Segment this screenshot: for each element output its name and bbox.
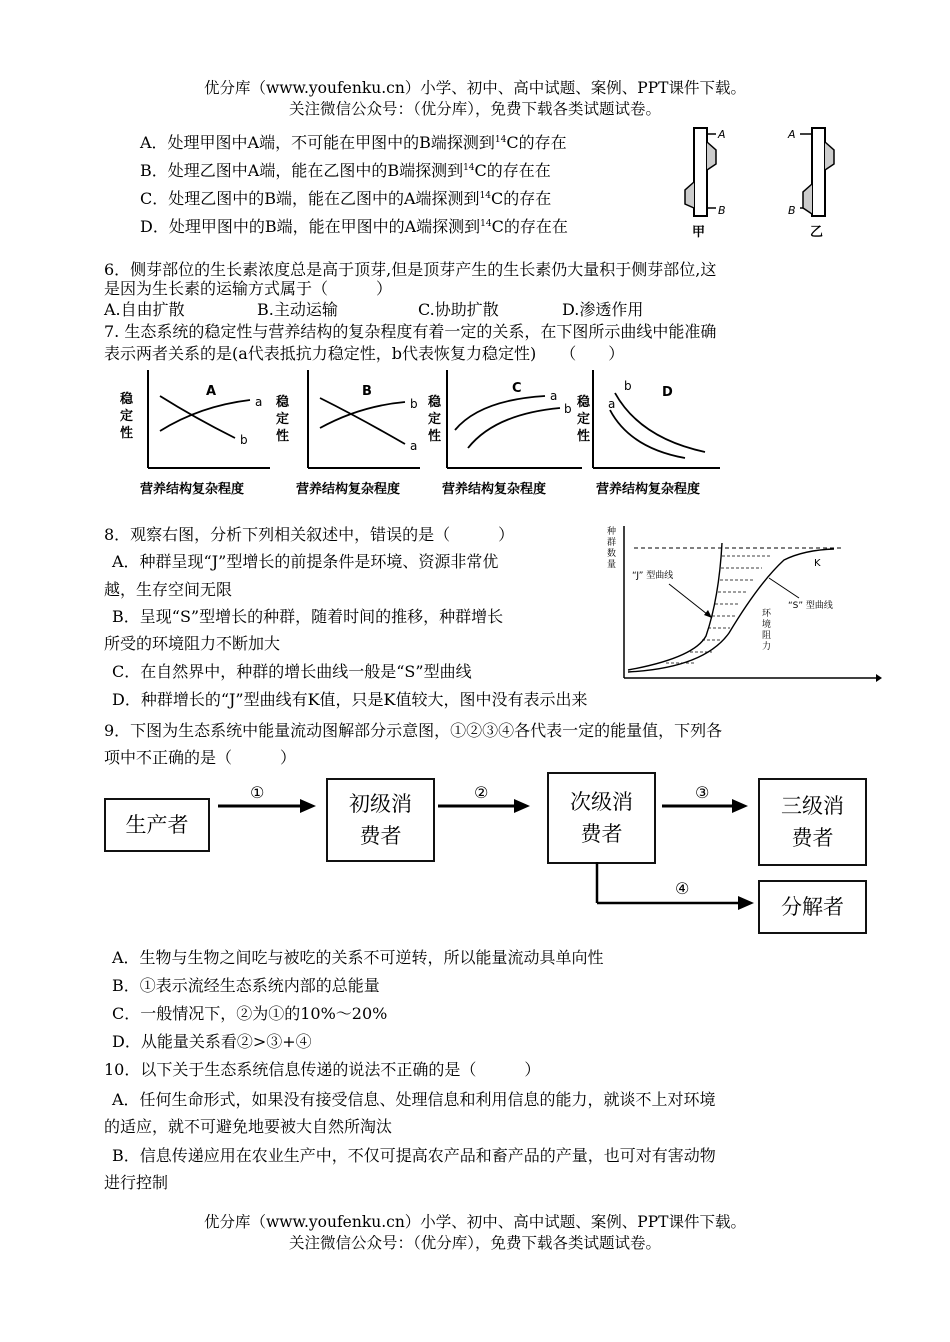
svg-text:a: a: [608, 397, 616, 411]
arrow-2-label: ②: [474, 783, 489, 802]
svg-text:B: B: [362, 384, 372, 399]
svg-text:a: a: [255, 395, 263, 409]
graph-a: [119, 370, 270, 497]
graph-d: [576, 370, 720, 497]
stem-jia: [694, 128, 707, 216]
q8-option-c: C．在自然界中，种群的增长曲线一般是“S”型曲线: [112, 662, 472, 681]
svg-text:性: 性: [120, 426, 134, 441]
q9-option-c: C．一般情况下，②为①的10%～20%: [112, 1004, 388, 1023]
q9-arrows: [0, 770, 950, 940]
j-curve-label: “J” 型曲线: [632, 571, 674, 581]
svg-text:营养结构复杂程度: 营养结构复杂程度: [140, 482, 245, 497]
q8-option-b-2: 所受的环境阻力不断加大: [104, 634, 281, 653]
primary-consumer-box: 初级消 费者: [326, 778, 435, 862]
q10-option-b-1: B．信息传递应用在农业生产中，不仅可提高农产品和畜产品的产量，也可对有害动物: [112, 1146, 716, 1165]
graph-a-curve-b: [160, 396, 235, 438]
leaf-yi-bottom: [803, 184, 812, 214]
svg-text:性: 性: [428, 429, 442, 444]
q6-option-b: B.主动运输: [257, 300, 338, 319]
q5-option-b: B．处理乙图中A端，能在乙图中的B端探测到$^{14}$C的存在在: [140, 161, 551, 180]
k-label: K: [814, 558, 821, 569]
leaf-yi-top: [825, 142, 834, 170]
q6-option-d: D.渗透作用: [562, 300, 644, 319]
q7-stem-2: 表示两者关系的是(a代表抵抗力稳定性，b代表恢复力稳定性) （ ）: [104, 344, 625, 363]
stem-yi-label: 乙: [810, 225, 824, 240]
q6-option-c: C.协助扩散: [418, 300, 499, 319]
svg-text:C: C: [512, 381, 522, 396]
svg-text:稳: 稳: [120, 392, 134, 407]
svg-text:稳: 稳: [276, 395, 290, 410]
svg-text:定: 定: [577, 412, 591, 427]
q5-option-c: C．处理乙图中的B端，能在乙图中的A端探测到$^{14}$C的存在: [140, 189, 552, 208]
q8-stem: 8．观察右图，分析下列相关叙述中，错误的是（ ）: [104, 525, 515, 544]
stem-yi: [812, 128, 825, 216]
svg-text:稳: 稳: [577, 395, 591, 410]
svg-text:群: 群: [607, 538, 617, 548]
arrow-4-label: ④: [675, 879, 690, 898]
stem-yi-a-label: A: [788, 128, 796, 141]
q9-stem-2: 项中不正确的是（ ）: [104, 748, 297, 767]
arrow-1-label: ①: [250, 783, 265, 802]
graph-c-curve-b: [468, 408, 560, 448]
graph-c: [427, 370, 582, 497]
stem-jia-label: 甲: [692, 225, 706, 240]
svg-text:定: 定: [428, 412, 442, 427]
q8-option-b-1: B．呈现“S”型增长的种群，随着时间的推移，种群增长: [112, 607, 504, 626]
svg-text:b: b: [564, 402, 572, 416]
svg-text:稳: 稳: [428, 395, 442, 410]
svg-text:阻: 阻: [762, 631, 772, 641]
svg-text:b: b: [240, 433, 248, 447]
stem-yi-b-label: B: [788, 204, 796, 217]
producer-box: 生产者: [104, 798, 210, 852]
decomposer-box: 分解者: [758, 880, 867, 934]
svg-text:营养结构复杂程度: 营养结构复杂程度: [442, 482, 547, 497]
q7-stem-1: 7. 生态系统的稳定性与营养结构的复杂程度有着一定的关系，在下图所示曲线中能准确: [104, 322, 717, 341]
q8-growth-figure: [594, 518, 884, 690]
graph-b-curve-b: [320, 402, 405, 428]
graph-b: [275, 370, 420, 497]
arrow-3-label: ③: [695, 783, 710, 802]
q5-option-d: D．处理甲图中的B端，能在甲图中的A端探测到$^{14}$C的存在在: [140, 217, 568, 236]
q6-stem-1: 6．侧芽部位的生长素浓度总是高于顶芽,但是顶芽产生的生长素仍大量积于侧芽部位,这: [104, 260, 717, 279]
svg-text:营养结构复杂程度: 营养结构复杂程度: [296, 482, 401, 497]
tertiary-consumer-box: 三级消 费者: [758, 778, 867, 866]
footer-line-2: 关注微信公众号：（优分库），免费下载各类试题试卷。: [288, 1234, 661, 1252]
svg-text:境: 境: [762, 620, 772, 630]
q9-option-d: D．从能量关系看②>③+④: [112, 1032, 312, 1051]
secondary-consumer-box: 次级消 费者: [547, 772, 656, 864]
q6-stem-2: 是因为生长素的运输方式属于（ ）: [104, 279, 393, 298]
q9-option-a: A．生物与生物之间吃与被吃的关系不可逆转，所以能量流动具单向性: [112, 948, 604, 967]
q7-graphs: [100, 368, 740, 506]
stem-jia-b-label: B: [718, 204, 726, 217]
svg-text:力: 力: [762, 642, 772, 652]
svg-text:A: A: [206, 384, 217, 399]
leaf-jia-bottom: [685, 182, 694, 208]
svg-text:a: a: [550, 389, 558, 403]
svg-text:数: 数: [607, 549, 617, 559]
svg-text:定: 定: [276, 412, 290, 427]
svg-text:定: 定: [120, 409, 134, 424]
header-line-1: 优分库（www.youfenku.cn）小学、初中、高中试题、案例、PPT课件下载。: [203, 79, 747, 97]
q5-option-a: A．处理甲图中A端，不可能在甲图中的B端探测到$^{14}$C的存在: [140, 133, 567, 152]
q10-option-b-2: 进行控制: [104, 1173, 169, 1192]
header-line-2: 关注微信公众号：（优分库），免费下载各类试题试卷。: [288, 100, 661, 118]
svg-text:量: 量: [607, 560, 617, 570]
q8-option-a-2: 越，生存空间无限: [104, 580, 233, 599]
svg-text:D: D: [662, 385, 673, 400]
q10-option-a-1: A．任何生命形式，如果没有接受信息、处理信息和利用信息的能力，就谈不上对环境: [112, 1090, 716, 1109]
svg-text:性: 性: [577, 429, 591, 444]
q6-option-a: A.自由扩散: [104, 300, 185, 319]
stem-jia-a-label: A: [718, 128, 726, 141]
svg-text:a: a: [410, 439, 418, 453]
q10-option-a-2: 的适应，就不可避免地要被大自然所淘汰: [104, 1117, 393, 1136]
svg-text:环: 环: [762, 609, 772, 619]
svg-text:性: 性: [276, 429, 290, 444]
leaf-jia-top: [707, 142, 716, 170]
s-curve-label: “S” 型曲线: [788, 601, 833, 611]
graph-d-curve-a: [610, 410, 685, 458]
q9-option-b: B．①表示流经生态系统内部的总能量: [112, 976, 380, 995]
q10-stem: 10．以下关于生态系统信息传递的说法不正确的是（ ）: [104, 1060, 541, 1079]
q8-option-d: D．种群增长的“J”型曲线有K值，只是K值较大，图中没有表示出来: [112, 690, 588, 709]
footer-line-1: 优分库（www.youfenku.cn）小学、初中、高中试题、案例、PPT课件下载。: [203, 1213, 747, 1231]
q9-stem-1: 9．下图为生态系统中能量流动图解部分示意图，①②③④各代表一定的能量值，下列各: [104, 721, 723, 740]
q8-option-a-1: A．种群呈现“J”型增长的前提条件是环境、资源非常优: [112, 552, 499, 571]
j-curve: [628, 543, 722, 670]
q5-stem-figure: [672, 122, 842, 244]
svg-text:营养结构复杂程度: 营养结构复杂程度: [596, 482, 701, 497]
graph-d-curve-b: [615, 393, 705, 452]
svg-text:b: b: [410, 397, 418, 411]
svg-text:b: b: [624, 379, 632, 393]
svg-text:种: 种: [607, 527, 617, 537]
